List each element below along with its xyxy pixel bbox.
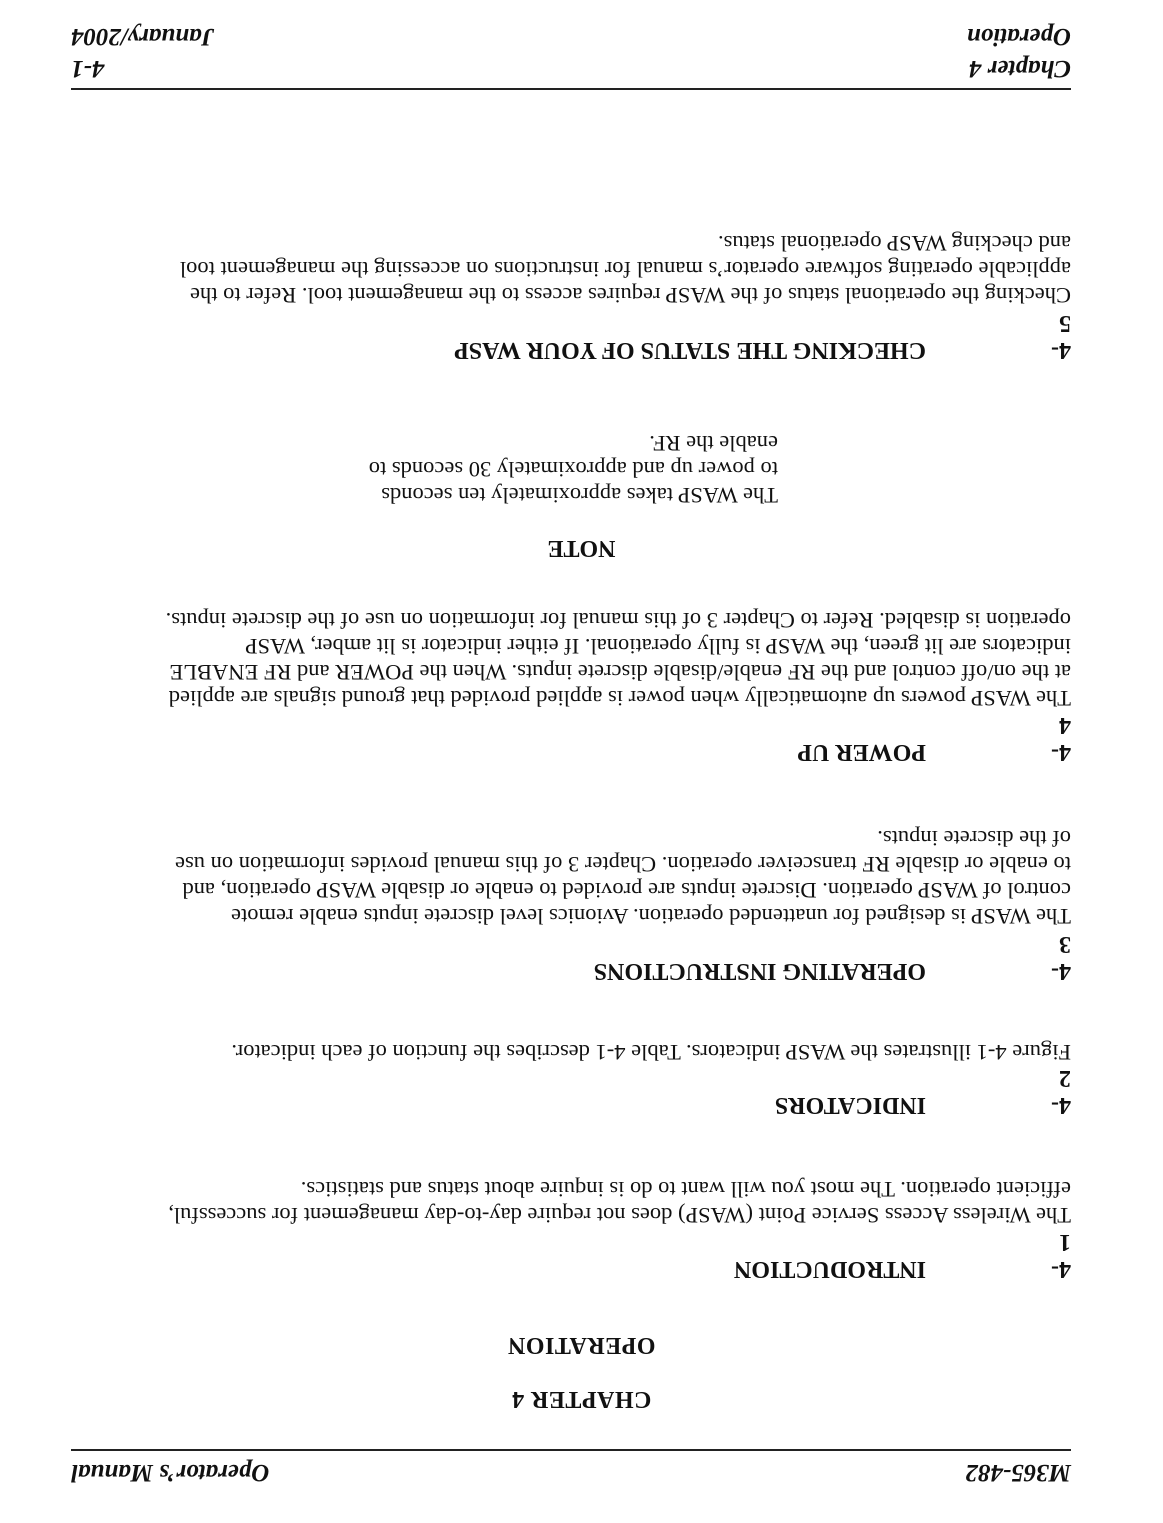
- section-paragraph: [91, 1039, 1071, 1065]
- text-line: Figure 4-1 illustrates the WASP indicators. Table 4-1 describes the function of each indicator.: [231, 1040, 1071, 1065]
- text-line: and checking WASP operational status.: [717, 231, 1071, 256]
- text-line: The Wireless Access Service Point (WASP) does not require day-to-day management for successful,: [168, 1203, 1071, 1228]
- section-paragraph: [91, 607, 1071, 711]
- chapter-label: CHAPTER 4: [511, 1386, 652, 1412]
- section-paragraph: [91, 1176, 1071, 1228]
- section-paragraph: [91, 825, 1071, 929]
- text-line: of the discrete inputs.: [877, 826, 1071, 851]
- doc-title: Operator’s Manual: [71, 1459, 270, 1486]
- section-number: 4-5: [1051, 310, 1071, 363]
- section-title: POWER UP: [797, 739, 926, 765]
- text-line: The WASP powers up automatically when power is applied provided that ground signals are applied: [168, 686, 1071, 711]
- section-title: INTRODUCTION: [733, 1256, 926, 1282]
- section-title: INDICATORS: [774, 1092, 926, 1118]
- text-line: Checking the operational status of the WASP requires access to the management tool. Refer to the: [189, 283, 1071, 308]
- text-line: efficient operation. The most you will want to do is inquire about status and statistics.: [300, 1177, 1071, 1202]
- text-line: The WASP takes approximately ten seconds: [381, 483, 778, 508]
- note-label: NOTE: [547, 535, 616, 561]
- text-line: indicators are lit green, the WASP is fully operational. If either indicator is lit amber, WASP: [245, 634, 1071, 659]
- text-line: to enable or disable RF transceiver operation. Chapter 3 of this manual provides information on use: [174, 852, 1071, 877]
- text-line: enable the RF.: [649, 431, 778, 456]
- text-line: to power up and approximately 30 seconds to: [368, 457, 778, 482]
- footer-date: January/2004: [71, 23, 215, 50]
- section-title: CHECKING THE STATUS OF YOUR WASP: [454, 337, 926, 363]
- footer-chapter-title: Operation: [966, 23, 1071, 50]
- section-number: 4-3: [1051, 931, 1071, 984]
- doc-number: M365-482: [965, 1459, 1071, 1486]
- text-line: The WASP is designed for unattended operation. Avionics level discrete inputs enable remote: [231, 904, 1071, 929]
- text-line: at the on/off control and the RF enable/disable discrete inputs. When the POWER and RF ENABLE: [169, 660, 1071, 685]
- section-paragraph: [91, 230, 1071, 308]
- text-line: applicable operating software operator’s manual for instructions on accessing the management tool: [179, 257, 1071, 282]
- section-number: 4-4: [1051, 712, 1071, 765]
- text-line: operation is disabled. Refer to Chapter 3 of this manual for information on use of the discrete inputs.: [165, 608, 1071, 633]
- section-number: 4-1: [1051, 1229, 1071, 1282]
- footer-chapter: Chapter 4: [968, 55, 1071, 82]
- header-rule: [71, 1449, 1071, 1451]
- footer-page-number: 4-1: [71, 55, 105, 82]
- text-line: control of WASP operation. Discrete inputs are provided to enable or disable WASP operation, and: [182, 878, 1071, 903]
- chapter-title: OPERATION: [507, 1332, 656, 1358]
- section-number: 4-2: [1051, 1065, 1071, 1118]
- note-body: [318, 430, 778, 508]
- footer-rule: [71, 88, 1071, 90]
- section-title: OPERATING INSTRUCTIONS: [593, 958, 926, 984]
